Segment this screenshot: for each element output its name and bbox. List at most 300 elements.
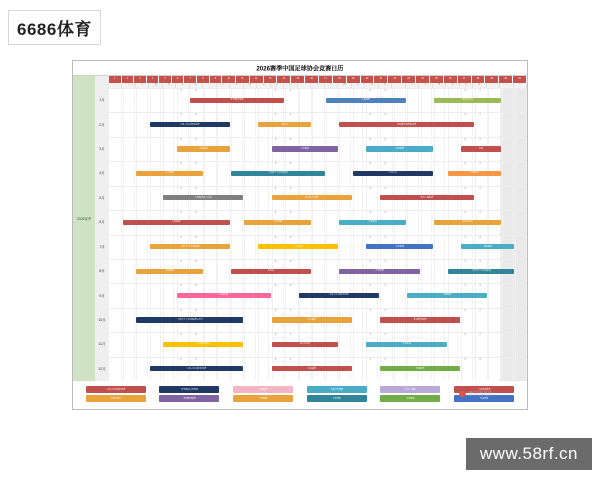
day-cell[interactable]: [135, 113, 148, 135]
day-cell[interactable]: [445, 138, 458, 160]
event-bar[interactable]: 中国之队: [353, 171, 433, 176]
day-cell[interactable]: 休: [473, 284, 488, 306]
day-cell[interactable]: 休: [473, 260, 488, 282]
day-cell[interactable]: 休: [174, 138, 189, 160]
day-cell[interactable]: [325, 162, 338, 184]
day-cell[interactable]: 休: [458, 236, 473, 258]
day-cell[interactable]: [256, 309, 269, 331]
day-cell[interactable]: 休: [473, 309, 488, 331]
event-bar[interactable]: 女超联赛: [366, 146, 433, 151]
day-cell[interactable]: [432, 162, 445, 184]
day-cell[interactable]: 休: [269, 309, 284, 331]
day-cell[interactable]: [135, 187, 148, 209]
day-cell[interactable]: [419, 211, 432, 233]
date-header-cell: 17: [319, 76, 333, 83]
day-cell[interactable]: 休: [363, 284, 378, 306]
day-cell[interactable]: 休: [378, 187, 393, 209]
event-bar[interactable]: 中甲联赛: [339, 269, 419, 274]
day-cell[interactable]: [419, 260, 432, 282]
event-bar[interactable]: 中国之队国际足球赛: [150, 122, 230, 127]
day-cell[interactable]: 休: [363, 113, 378, 135]
day-cell[interactable]: [514, 211, 527, 233]
day-cell[interactable]: [122, 358, 135, 380]
event-bar[interactable]: 中超联赛: [177, 293, 271, 298]
event-bar[interactable]: 足协杯: [231, 269, 311, 274]
day-cell[interactable]: [230, 211, 243, 233]
day-cell[interactable]: 休: [189, 211, 204, 233]
weekday-header-cell: 六: [460, 83, 473, 88]
day-cell[interactable]: 休: [458, 260, 473, 282]
day-cell[interactable]: 休: [174, 236, 189, 258]
day-cell[interactable]: 休: [378, 162, 393, 184]
date-header-cell: 18: [333, 76, 347, 83]
event-bar[interactable]: 足协杯: [258, 122, 311, 127]
day-cell[interactable]: [432, 260, 445, 282]
day-cell[interactable]: 休: [458, 162, 473, 184]
day-cell[interactable]: [256, 358, 269, 380]
month-label: 6月: [99, 220, 105, 225]
day-cell[interactable]: [351, 138, 364, 160]
date-header-cell: 22: [388, 76, 402, 83]
event-bar[interactable]: 女甲联赛: [448, 171, 501, 176]
day-cell[interactable]: [148, 89, 161, 111]
day-cell[interactable]: 休: [473, 333, 488, 355]
day-cell[interactable]: [501, 138, 514, 160]
day-cell[interactable]: [109, 358, 122, 380]
day-cell[interactable]: [122, 113, 135, 135]
day-cell[interactable]: [122, 236, 135, 258]
day-cell[interactable]: [109, 333, 122, 355]
day-cell[interactable]: [501, 162, 514, 184]
event-bar[interactable]: 亚冠精英联赛淘汰赛: [339, 122, 473, 127]
event-bar[interactable]: 中乙联赛: [272, 317, 352, 322]
day-cell[interactable]: 休: [284, 309, 299, 331]
weekday-header-cell: 二: [122, 83, 135, 88]
day-cell[interactable]: 休: [284, 162, 299, 184]
day-cell[interactable]: [488, 358, 501, 380]
day-cell[interactable]: [109, 113, 122, 135]
day-cell[interactable]: [514, 187, 527, 209]
day-cell[interactable]: [514, 309, 527, 331]
day-cell[interactable]: 休: [363, 89, 378, 111]
day-cell[interactable]: [217, 260, 230, 282]
date-header-cell: 2: [122, 76, 135, 83]
legend-swatch: 其他赛事: [454, 395, 514, 402]
day-cell[interactable]: 休: [378, 113, 393, 135]
weekday-header-cell: 一: [487, 83, 500, 88]
day-cell[interactable]: [325, 113, 338, 135]
weekday-header-cell: 二: [500, 83, 513, 88]
day-cell[interactable]: [514, 89, 527, 111]
day-cell[interactable]: [514, 236, 527, 258]
day-cell[interactable]: 休: [174, 358, 189, 380]
day-cell[interactable]: [419, 89, 432, 111]
day-cell[interactable]: [432, 138, 445, 160]
day-cell[interactable]: [501, 284, 514, 306]
day-cell[interactable]: [217, 162, 230, 184]
day-cell[interactable]: 休: [269, 187, 284, 209]
day-cell[interactable]: [432, 236, 445, 258]
day-cell[interactable]: [501, 333, 514, 355]
day-cell[interactable]: [312, 211, 325, 233]
day-cell[interactable]: 休: [174, 309, 189, 331]
day-cell[interactable]: [243, 333, 256, 355]
day-cell[interactable]: [109, 162, 122, 184]
event-bar[interactable]: 中超联赛: [272, 366, 352, 371]
day-cell[interactable]: 休: [269, 89, 284, 111]
day-cell[interactable]: [243, 138, 256, 160]
day-cell[interactable]: 休: [458, 309, 473, 331]
day-cell[interactable]: [501, 309, 514, 331]
day-cell[interactable]: [243, 113, 256, 135]
weekday-header-cell: 日: [473, 83, 486, 88]
event-bar[interactable]: 中国之队国际足球赛: [150, 366, 244, 371]
day-cell[interactable]: [148, 138, 161, 160]
day-cell[interactable]: 休: [174, 162, 189, 184]
day-cell[interactable]: [109, 187, 122, 209]
day-cell[interactable]: 休: [189, 89, 204, 111]
day-cell[interactable]: [243, 236, 256, 258]
day-cell[interactable]: 休: [189, 187, 204, 209]
day-cell[interactable]: 休: [363, 260, 378, 282]
day-cell[interactable]: 休: [174, 260, 189, 282]
day-cell[interactable]: 休: [284, 284, 299, 306]
day-cell[interactable]: [256, 333, 269, 355]
day-cell[interactable]: 休: [378, 211, 393, 233]
day-cell[interactable]: [148, 333, 161, 355]
month-label: 10月: [98, 317, 106, 322]
day-cell[interactable]: 休: [189, 138, 204, 160]
day-cell[interactable]: [135, 333, 148, 355]
day-cell[interactable]: 休: [284, 89, 299, 111]
event-bar[interactable]: 国际比赛日: [434, 220, 501, 225]
legend-swatch: 女超女甲联赛: [307, 386, 367, 393]
day-cell[interactable]: 休: [458, 89, 473, 111]
event-bar[interactable]: 中超联赛收官: [163, 342, 243, 347]
date-header-cell: 4: [147, 76, 160, 83]
day-cell[interactable]: [135, 138, 148, 160]
day-cell[interactable]: 休: [174, 89, 189, 111]
day-cell[interactable]: [351, 358, 364, 380]
day-cell[interactable]: 休: [363, 333, 378, 355]
day-cell[interactable]: 休: [458, 187, 473, 209]
day-cell[interactable]: [445, 236, 458, 258]
day-cell[interactable]: 休: [174, 113, 189, 135]
day-cell[interactable]: [256, 187, 269, 209]
day-cell[interactable]: [256, 138, 269, 160]
day-cell[interactable]: 休: [284, 333, 299, 355]
event-bar[interactable]: 中超联赛第二阶段: [163, 195, 243, 200]
day-cell[interactable]: [109, 260, 122, 282]
event-bar[interactable]: 亚冠精英联赛: [190, 98, 284, 103]
day-cell[interactable]: 休: [269, 162, 284, 184]
day-cell[interactable]: [393, 284, 406, 306]
day-cell[interactable]: 休: [269, 236, 284, 258]
day-cell[interactable]: [122, 138, 135, 160]
day-cell[interactable]: [243, 358, 256, 380]
day-cell[interactable]: [488, 284, 501, 306]
date-header-cell: 16: [305, 76, 319, 83]
event-bar[interactable]: 中国之队国际足球赛: [299, 293, 379, 298]
day-cell[interactable]: [135, 236, 148, 258]
date-header-cell: 24: [416, 76, 430, 83]
day-cell[interactable]: 休: [473, 89, 488, 111]
day-cell[interactable]: [488, 187, 501, 209]
day-cell[interactable]: [514, 138, 527, 160]
day-cell[interactable]: 休: [284, 358, 299, 380]
day-cell[interactable]: [488, 309, 501, 331]
event-bar[interactable]: 中甲联赛: [244, 220, 311, 225]
day-cell[interactable]: 休: [363, 309, 378, 331]
day-cell[interactable]: 休: [189, 236, 204, 258]
day-cell[interactable]: 休: [189, 358, 204, 380]
weekday-header-cell: 一: [298, 83, 311, 88]
day-cell[interactable]: 休: [363, 138, 378, 160]
day-cell[interactable]: 休: [189, 260, 204, 282]
day-cell[interactable]: [351, 187, 364, 209]
day-cell[interactable]: [109, 138, 122, 160]
event-bar[interactable]: 青超联赛: [461, 244, 514, 249]
page-title: 2026赛季中国足球协会竞赛日历: [256, 65, 344, 73]
day-cell[interactable]: 休: [189, 333, 204, 355]
day-cell[interactable]: 休: [269, 211, 284, 233]
date-header-cell: 7: [184, 76, 197, 83]
day-cell[interactable]: 休: [363, 358, 378, 380]
event-bar[interactable]: 女超联赛: [339, 220, 406, 225]
day-cell[interactable]: [501, 89, 514, 111]
day-cell[interactable]: [230, 236, 243, 258]
event-bar[interactable]: 青超: [461, 146, 501, 151]
day-cell[interactable]: [204, 260, 217, 282]
weekday-header-cell: 六: [176, 83, 189, 88]
day-cell[interactable]: [135, 284, 148, 306]
day-cell[interactable]: 休: [458, 113, 473, 135]
event-bar[interactable]: 女超联赛: [407, 293, 487, 298]
weekday-header-cell: 一: [392, 83, 405, 88]
day-cell[interactable]: 休: [458, 211, 473, 233]
weekday-header-cell: 日: [190, 83, 203, 88]
day-cell[interactable]: 休: [473, 113, 488, 135]
season-label: 2026赛季: [76, 217, 92, 221]
event-bar[interactable]: 全国青少年足球联赛U系列: [136, 317, 243, 322]
day-cell[interactable]: 休: [458, 333, 473, 355]
day-cell[interactable]: [230, 138, 243, 160]
event-bar[interactable]: 国际比赛日: [434, 98, 501, 103]
day-cell[interactable]: [488, 113, 501, 135]
day-cell[interactable]: [514, 333, 527, 355]
month-column: [95, 76, 110, 381]
day-cell[interactable]: [122, 333, 135, 355]
day-cell[interactable]: [122, 284, 135, 306]
day-cell[interactable]: [406, 89, 419, 111]
event-bar[interactable]: 女甲联赛: [366, 342, 446, 347]
day-cell[interactable]: [299, 89, 312, 111]
day-cell[interactable]: 休: [378, 284, 393, 306]
day-cell[interactable]: [445, 333, 458, 355]
date-header-cell: 21: [374, 76, 388, 83]
day-cell[interactable]: 休: [189, 309, 204, 331]
day-cell[interactable]: 休: [284, 138, 299, 160]
day-cell[interactable]: 休: [363, 211, 378, 233]
day-cell[interactable]: 休: [269, 138, 284, 160]
day-cell[interactable]: 休: [284, 113, 299, 135]
day-cell[interactable]: [501, 358, 514, 380]
day-cell[interactable]: 休: [378, 236, 393, 258]
day-cell[interactable]: 休: [363, 162, 378, 184]
day-cell[interactable]: [488, 333, 501, 355]
day-cell[interactable]: 休: [174, 333, 189, 355]
day-cell[interactable]: [161, 89, 174, 111]
day-cell[interactable]: 休: [458, 358, 473, 380]
day-cell[interactable]: [514, 113, 527, 135]
day-cell[interactable]: [109, 211, 122, 233]
weekday-header-cell: 六: [365, 83, 378, 88]
day-cell[interactable]: 休: [269, 284, 284, 306]
date-header-cell: 15: [291, 76, 305, 83]
day-cell[interactable]: [351, 333, 364, 355]
credit: [459, 390, 493, 397]
day-cell[interactable]: [243, 309, 256, 331]
event-bar[interactable]: 中超联赛: [136, 269, 203, 274]
weekday-header-cell: 五: [352, 83, 365, 88]
legend-swatch: 青超联赛: [380, 395, 440, 402]
day-cell[interactable]: [135, 89, 148, 111]
day-cell[interactable]: [325, 211, 338, 233]
day-cell[interactable]: 休: [378, 309, 393, 331]
day-cell[interactable]: [122, 260, 135, 282]
month-label: 5月: [99, 195, 105, 200]
day-cell[interactable]: 休: [473, 187, 488, 209]
day-cell[interactable]: [338, 333, 351, 355]
weekday-header-cell: 日: [284, 83, 297, 88]
day-cell[interactable]: [230, 113, 243, 135]
event-bar[interactable]: 青超联赛: [380, 366, 460, 371]
day-cell[interactable]: [148, 284, 161, 306]
day-cell[interactable]: [161, 138, 174, 160]
day-cell[interactable]: [338, 236, 351, 258]
day-cell[interactable]: 休: [363, 187, 378, 209]
day-cell[interactable]: [501, 113, 514, 135]
event-bar[interactable]: 中甲联赛: [272, 146, 339, 151]
event-bar[interactable]: 亚冠二级联赛: [380, 195, 474, 200]
event-bar[interactable]: 足协杯决赛: [272, 342, 339, 347]
weekday-header-cell: 四: [433, 83, 446, 88]
day-cell[interactable]: [109, 89, 122, 111]
day-cell[interactable]: [338, 138, 351, 160]
day-cell[interactable]: [122, 162, 135, 184]
day-cell[interactable]: 休: [174, 187, 189, 209]
day-cell[interactable]: 休: [458, 138, 473, 160]
day-cell[interactable]: [109, 236, 122, 258]
weekday-header-cell: 五: [163, 83, 176, 88]
day-cell[interactable]: 休: [269, 358, 284, 380]
date-header-cell: 12: [250, 76, 264, 83]
day-cell[interactable]: 休: [269, 113, 284, 135]
day-cell[interactable]: 休: [189, 113, 204, 135]
event-bar[interactable]: 全国青少年足球联赛: [150, 244, 230, 249]
event-bar[interactable]: 中超联赛: [326, 98, 406, 103]
day-cell[interactable]: [338, 162, 351, 184]
day-cell[interactable]: 休: [378, 89, 393, 111]
day-cell[interactable]: 休: [174, 284, 189, 306]
day-cell[interactable]: [351, 309, 364, 331]
event-bar[interactable]: 中乙联赛: [258, 244, 338, 249]
event-bar[interactable]: 中超联赛: [123, 220, 230, 225]
day-cell[interactable]: 休: [269, 260, 284, 282]
event-bar[interactable]: 中乙联赛: [136, 171, 203, 176]
day-cell[interactable]: 休: [378, 358, 393, 380]
event-bar[interactable]: 中超联赛: [177, 146, 230, 151]
day-cell[interactable]: [325, 260, 338, 282]
day-cell[interactable]: [109, 284, 122, 306]
day-cell[interactable]: 休: [284, 236, 299, 258]
event-bar[interactable]: 女甲联赛: [366, 244, 433, 249]
day-cell[interactable]: 休: [473, 358, 488, 380]
day-cell[interactable]: [514, 358, 527, 380]
day-cell[interactable]: [243, 187, 256, 209]
event-bar[interactable]: 全国青少年足球联赛: [231, 171, 325, 176]
date-header-cell: 1: [109, 76, 122, 83]
day-cell[interactable]: [204, 162, 217, 184]
day-cell[interactable]: [406, 211, 419, 233]
day-cell[interactable]: 休: [363, 236, 378, 258]
day-cell[interactable]: [514, 284, 527, 306]
day-cell[interactable]: [351, 236, 364, 258]
date-header-cell: 13: [264, 76, 278, 83]
day-cell[interactable]: [161, 284, 174, 306]
day-cell[interactable]: [122, 309, 135, 331]
event-bar[interactable]: 亚冠精英联赛: [380, 317, 460, 322]
day-cell[interactable]: [312, 89, 325, 111]
day-cell[interactable]: [135, 358, 148, 380]
day-cell[interactable]: 休: [284, 211, 299, 233]
day-cell[interactable]: 休: [189, 284, 204, 306]
legend-swatch: 中甲联赛: [233, 395, 293, 402]
day-cell[interactable]: 休: [473, 211, 488, 233]
day-cell[interactable]: 休: [458, 284, 473, 306]
day-cell[interactable]: 休: [269, 333, 284, 355]
day-cell[interactable]: [514, 162, 527, 184]
date-header-cell: 30: [499, 76, 513, 83]
day-cell[interactable]: 休: [473, 162, 488, 184]
weekday-header-cell: 四: [149, 83, 162, 88]
weekday-header-cell: 三: [419, 83, 432, 88]
day-cell[interactable]: [501, 211, 514, 233]
event-bar[interactable]: 全国青少年足球联赛: [448, 269, 515, 274]
day-cell[interactable]: [122, 187, 135, 209]
weekday-header-cell: 一: [203, 83, 216, 88]
day-cell[interactable]: [514, 260, 527, 282]
day-cell[interactable]: 休: [378, 333, 393, 355]
day-cell[interactable]: 休: [174, 211, 189, 233]
day-cell[interactable]: 休: [378, 260, 393, 282]
event-bar[interactable]: 足协杯半决赛: [272, 195, 352, 200]
day-cell[interactable]: 休: [473, 236, 488, 258]
day-cell[interactable]: 休: [284, 187, 299, 209]
day-cell[interactable]: 休: [189, 162, 204, 184]
day-cell[interactable]: 休: [284, 260, 299, 282]
date-header-cell: 25: [430, 76, 444, 83]
day-cell[interactable]: 休: [473, 138, 488, 160]
day-cell[interactable]: [501, 187, 514, 209]
day-cell[interactable]: [122, 89, 135, 111]
day-cell[interactable]: [312, 113, 325, 135]
day-cell[interactable]: [312, 260, 325, 282]
day-cell[interactable]: [148, 187, 161, 209]
date-header-cell: 23: [402, 76, 416, 83]
day-cell[interactable]: 休: [378, 138, 393, 160]
day-cell[interactable]: [109, 309, 122, 331]
